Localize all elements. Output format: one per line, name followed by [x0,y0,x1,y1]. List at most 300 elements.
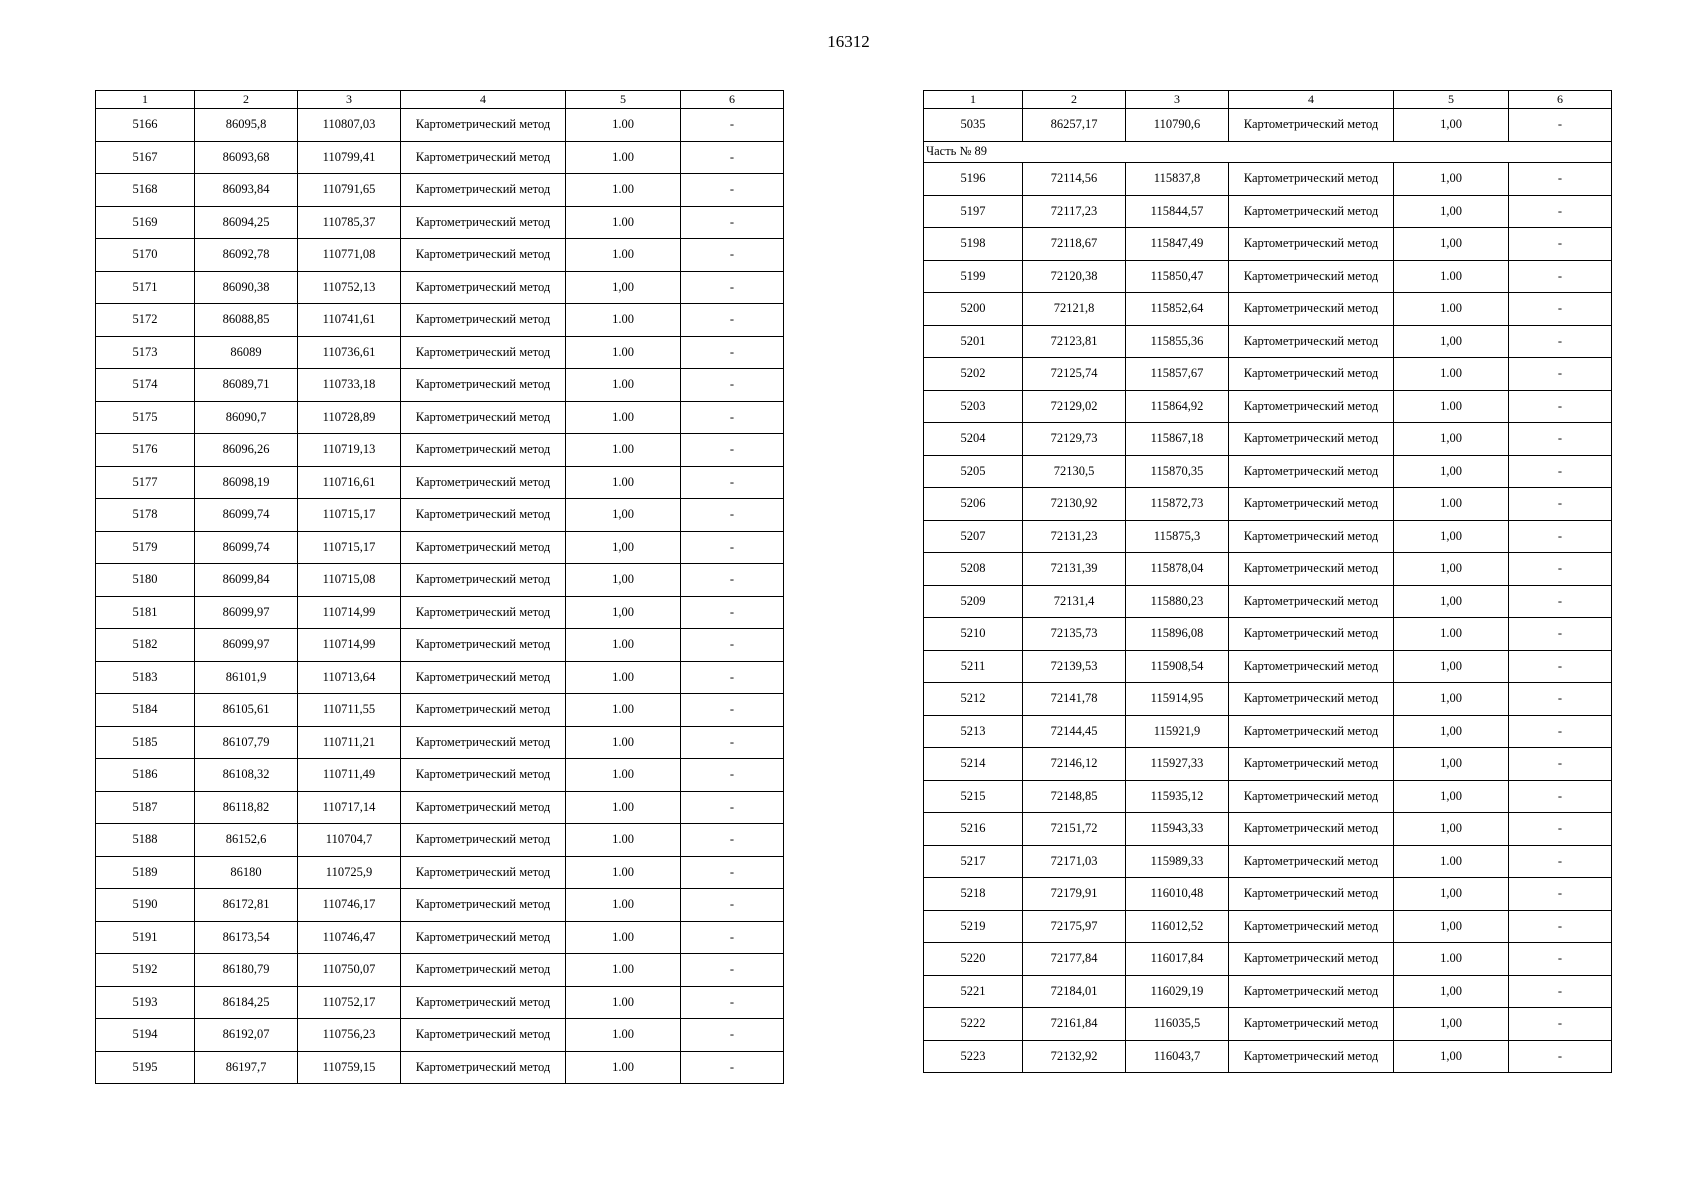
table-cell: 115857,67 [1126,358,1229,391]
table-cell: - [1509,553,1612,586]
table-cell: 115896,08 [1126,618,1229,651]
table-header-row [924,91,1612,109]
table-cell: 86090,38 [195,271,298,304]
part-label: Часть № 89 [924,141,1612,163]
table-cell: 5211 [924,650,1023,683]
table-row [924,390,1612,423]
table-row [924,423,1612,456]
table-cell: 115870,35 [1126,455,1229,488]
table-cell: - [1509,1008,1612,1041]
table-cell: 1,00 [566,596,681,629]
table-cell: Картометрический метод [1229,845,1394,878]
table-cell: 5192 [96,954,195,987]
table-cell: Картометрический метод [401,369,566,402]
table-cell: 5197 [924,195,1023,228]
table-cell: 86197,7 [195,1051,298,1084]
table-cell: 1.00 [1394,618,1509,651]
table-cell: - [681,596,784,629]
table-cell: 5212 [924,683,1023,716]
table-cell: 5198 [924,228,1023,261]
table-cell: Картометрический метод [1229,618,1394,651]
column-header: 6 [681,91,784,109]
table-cell: 5184 [96,694,195,727]
table-cell: 115864,92 [1126,390,1229,423]
table-cell: 5216 [924,813,1023,846]
table-cell: 86094,25 [195,206,298,239]
table-cell: 1.00 [566,401,681,434]
table-cell: 72139,53 [1023,650,1126,683]
table-cell: 1,00 [1394,423,1509,456]
table-cell: - [1509,520,1612,553]
part-heading-row [924,141,1612,163]
table-cell: 86099,74 [195,531,298,564]
table-row [924,975,1612,1008]
table-cell: 5189 [96,856,195,889]
table-cell: Картометрический метод [1229,878,1394,911]
table-cell: 72131,39 [1023,553,1126,586]
table-cell: 86184,25 [195,986,298,1019]
table-cell: Картометрический метод [1229,358,1394,391]
table-cell: 5202 [924,358,1023,391]
column-header: 3 [298,91,401,109]
table-cell: 1.00 [1394,358,1509,391]
table-cell: 1,00 [566,271,681,304]
table-cell: 5190 [96,889,195,922]
table-cell: 1.00 [566,239,681,272]
table-cell: 1.00 [566,791,681,824]
table-cell: 115855,36 [1126,325,1229,358]
table-cell: 72129,02 [1023,390,1126,423]
table-cell: 5180 [96,564,195,597]
table-cell: 5193 [96,986,195,1019]
table-cell: 86095,8 [195,109,298,142]
table-cell: Картометрический метод [401,1019,566,1052]
table-cell: Картометрический метод [1229,260,1394,293]
table-cell: 115844,57 [1126,195,1229,228]
table-cell: 5181 [96,596,195,629]
table-row [96,1051,784,1084]
table-cell: 5204 [924,423,1023,456]
table-cell: 1,00 [566,531,681,564]
table-cell: 5208 [924,553,1023,586]
table-cell: 72129,73 [1023,423,1126,456]
table-cell: 1.00 [566,921,681,954]
table-cell: - [681,271,784,304]
table-cell: 86107,79 [195,726,298,759]
table-cell: 5195 [96,1051,195,1084]
table-cell: 72146,12 [1023,748,1126,781]
table-cell: - [1509,455,1612,488]
table-cell: 1,00 [566,499,681,532]
table-cell: - [1509,423,1612,456]
table-row [924,878,1612,911]
table-cell: Картометрический метод [401,271,566,304]
table-cell: 110791,65 [298,174,401,207]
table-cell: 110746,47 [298,921,401,954]
table-cell: - [1509,748,1612,781]
table-cell: - [681,791,784,824]
table-cell: 1.00 [566,954,681,987]
table-cell: 115852,64 [1126,293,1229,326]
table-cell: 1.00 [1394,390,1509,423]
table-cell: 110756,23 [298,1019,401,1052]
table-cell: 5206 [924,488,1023,521]
table-cell: 116035,5 [1126,1008,1229,1041]
table-cell: Картометрический метод [401,824,566,857]
table-cell: 5201 [924,325,1023,358]
table-cell: 72118,67 [1023,228,1126,261]
table-cell: - [681,434,784,467]
table-cell: 110704,7 [298,824,401,857]
table-row [96,109,784,142]
table-cell: 5185 [96,726,195,759]
table-cell: - [1509,618,1612,651]
table-cell: 5176 [96,434,195,467]
table-cell: - [681,889,784,922]
table-cell: - [1509,260,1612,293]
table-cell: - [1509,163,1612,196]
table-cell: 110714,99 [298,629,401,662]
table-cell: 110799,41 [298,141,401,174]
table-cell: 1.00 [566,434,681,467]
table-cell: 1.00 [566,304,681,337]
table-cell: 72175,97 [1023,910,1126,943]
table-row [924,293,1612,326]
table-cell: 1.00 [566,629,681,662]
table-cell: 72141,78 [1023,683,1126,716]
table-cell: Картометрический метод [1229,715,1394,748]
table-cell: - [1509,585,1612,618]
table-cell: 86099,97 [195,596,298,629]
table-cell: - [681,661,784,694]
table-cell: 115914,95 [1126,683,1229,716]
table-cell: 1.00 [1394,845,1509,878]
table-row [96,759,784,792]
table-row [96,206,784,239]
table-cell: 110714,99 [298,596,401,629]
table-cell: - [1509,975,1612,1008]
table-cell: - [681,401,784,434]
table-cell: - [1509,845,1612,878]
table-row [924,488,1612,521]
table-cell: 72130,92 [1023,488,1126,521]
table-cell: Картометрический метод [401,661,566,694]
table-row [96,141,784,174]
table-cell: Картометрический метод [401,986,566,1019]
table-cell: Картометрический метод [1229,423,1394,456]
table-cell: 115935,12 [1126,780,1229,813]
table-cell: 72120,38 [1023,260,1126,293]
table-cell: 1.00 [566,986,681,1019]
table-cell: 86090,7 [195,401,298,434]
table-row [96,304,784,337]
table-cell: 1,00 [1394,585,1509,618]
table-cell: 5215 [924,780,1023,813]
table-cell: - [681,726,784,759]
table-cell: 115875,3 [1126,520,1229,553]
table-cell: - [1509,325,1612,358]
table-row [924,683,1612,716]
table-cell: Картометрический метод [401,434,566,467]
table-cell: Картометрический метод [1229,813,1394,846]
table-cell: 72123,81 [1023,325,1126,358]
table-row [96,564,784,597]
table-cell: - [681,369,784,402]
table-cell: 72151,72 [1023,813,1126,846]
table-cell: 72131,23 [1023,520,1126,553]
table-cell: 5172 [96,304,195,337]
table-cell: 86172,81 [195,889,298,922]
table-cell: 1,00 [1394,228,1509,261]
table-cell: 5167 [96,141,195,174]
table-cell: Картометрический метод [1229,943,1394,976]
table-header-row [96,91,784,109]
table-cell: 5166 [96,109,195,142]
table-row [96,531,784,564]
table-row [96,661,784,694]
table-cell: 1.00 [1394,943,1509,976]
column-header: 1 [96,91,195,109]
table-row [96,369,784,402]
table-cell: 5170 [96,239,195,272]
table-cell: Картометрический метод [1229,228,1394,261]
table-cell: 72177,84 [1023,943,1126,976]
table-cell: 1,00 [1394,163,1509,196]
table-cell: 116012,52 [1126,910,1229,943]
table-cell: - [1509,878,1612,911]
table-cell: Картометрический метод [1229,780,1394,813]
table-cell: 110785,37 [298,206,401,239]
coordinates-table-left [95,90,784,1084]
table-row [924,1040,1612,1073]
table-cell: 115837,8 [1126,163,1229,196]
table-cell: Картометрический метод [1229,109,1394,142]
table-cell: - [681,564,784,597]
table-cell: - [1509,943,1612,976]
table-cell: 5209 [924,585,1023,618]
table-cell: 115943,33 [1126,813,1229,846]
table-cell: Картометрический метод [401,921,566,954]
table-cell: - [1509,293,1612,326]
table-row [924,358,1612,391]
table-cell: 1.00 [566,141,681,174]
table-cell: - [1509,109,1612,142]
table-cell: 1.00 [1394,293,1509,326]
table-row [924,748,1612,781]
table-cell: 5222 [924,1008,1023,1041]
table-cell: 1,00 [1394,910,1509,943]
table-cell: 1.00 [566,661,681,694]
table-cell: 1.00 [566,726,681,759]
table-row [96,271,784,304]
table-cell: 1,00 [1394,1040,1509,1073]
table-cell: 72171,03 [1023,845,1126,878]
table-cell: 1,00 [566,564,681,597]
table-cell: 5168 [96,174,195,207]
table-cell: 5174 [96,369,195,402]
table-cell: 1.00 [566,889,681,922]
table-cell: 115867,18 [1126,423,1229,456]
table-cell: 86180,79 [195,954,298,987]
table-row [924,618,1612,651]
table-row [924,650,1612,683]
table-cell: 110759,15 [298,1051,401,1084]
table-cell: 110752,17 [298,986,401,1019]
table-cell: 86089,71 [195,369,298,402]
table-cell: Картометрический метод [1229,163,1394,196]
table-cell: Картометрический метод [1229,748,1394,781]
table-row [96,824,784,857]
table-cell: 110715,17 [298,499,401,532]
table-cell: - [1509,813,1612,846]
table-row [96,336,784,369]
table-cell: - [1509,228,1612,261]
table-cell: - [681,304,784,337]
table-cell: Картометрический метод [401,466,566,499]
table-cell: Картометрический метод [401,304,566,337]
table-cell: 5175 [96,401,195,434]
table-cell: Картометрический метод [401,1051,566,1084]
table-cell: 1,00 [1394,878,1509,911]
table-cell: Картометрический метод [1229,455,1394,488]
table-cell: Картометрический метод [1229,553,1394,586]
column-header: 5 [566,91,681,109]
table-cell: - [681,174,784,207]
table-cell: 116029,19 [1126,975,1229,1008]
table-cell: 110771,08 [298,239,401,272]
table-cell: 1,00 [1394,650,1509,683]
table-cell: Картометрический метод [1229,585,1394,618]
table-cell: - [681,239,784,272]
table-cell: - [1509,910,1612,943]
table-cell: - [1509,195,1612,228]
table-cell: 110711,49 [298,759,401,792]
table-row [96,401,784,434]
table-row [924,780,1612,813]
table-row [924,1008,1612,1041]
table-cell: 72131,4 [1023,585,1126,618]
table-cell: 1,00 [1394,553,1509,586]
table-cell: Картометрический метод [401,401,566,434]
table-cell: Картометрический метод [401,174,566,207]
table-cell: 1,00 [1394,975,1509,1008]
table-row [924,845,1612,878]
table-cell: 5196 [924,163,1023,196]
table-row [924,585,1612,618]
table-cell: Картометрический метод [1229,520,1394,553]
table-row [96,694,784,727]
table-cell: 5179 [96,531,195,564]
table-row [96,629,784,662]
table-cell: - [1509,650,1612,683]
table-cell: - [681,629,784,662]
table-cell: 72117,23 [1023,195,1126,228]
table-cell: - [1509,1040,1612,1073]
table-row [924,325,1612,358]
table-cell: 115989,33 [1126,845,1229,878]
table-cell: 5214 [924,748,1023,781]
table-cell: Картометрический метод [401,629,566,662]
table-cell: 72135,73 [1023,618,1126,651]
table-cell: Картометрический метод [1229,293,1394,326]
table-cell: 1,00 [1394,520,1509,553]
table-cell: 5218 [924,878,1023,911]
table-cell: 5217 [924,845,1023,878]
table-cell: Картометрический метод [401,889,566,922]
table-cell: 110713,64 [298,661,401,694]
table-cell: 5169 [96,206,195,239]
table-cell: - [681,206,784,239]
table-cell: 5194 [96,1019,195,1052]
table-cell: 5177 [96,466,195,499]
table-row [96,986,784,1019]
table-cell: - [681,856,784,889]
table-cell: 1,00 [1394,1008,1509,1041]
table-cell: 5187 [96,791,195,824]
table-cell: 110746,17 [298,889,401,922]
column-header: 2 [195,91,298,109]
table-cell: 110750,07 [298,954,401,987]
table-cell: 5207 [924,520,1023,553]
table-cell: 5203 [924,390,1023,423]
table-cell: 1.00 [566,206,681,239]
column-header: 1 [924,91,1023,109]
table-cell: 5178 [96,499,195,532]
table-cell: 5200 [924,293,1023,326]
table-cell: 1.00 [566,1019,681,1052]
table-cell: 1.00 [566,759,681,792]
table-cell: Картометрический метод [401,694,566,727]
table-row [924,109,1612,142]
table-cell: Картометрический метод [401,759,566,792]
table-cell: 1,00 [1394,715,1509,748]
table-cell: 1.00 [1394,260,1509,293]
table-row [924,195,1612,228]
table-cell: 1,00 [1394,109,1509,142]
table-cell: 72184,01 [1023,975,1126,1008]
table-cell: Картометрический метод [1229,195,1394,228]
table-cell: - [681,954,784,987]
table-cell: 72130,5 [1023,455,1126,488]
table-row [924,228,1612,261]
table-cell: - [1509,358,1612,391]
table-row [96,239,784,272]
table-cell: 1.00 [566,369,681,402]
table-cell: Картометрический метод [401,791,566,824]
table-cell: Картометрический метод [401,499,566,532]
table-row [924,813,1612,846]
table-row [96,856,784,889]
table-cell: 5182 [96,629,195,662]
table-cell: 110711,21 [298,726,401,759]
table-cell: 110715,17 [298,531,401,564]
table-row [924,910,1612,943]
table-cell: 115908,54 [1126,650,1229,683]
table-cell: 5183 [96,661,195,694]
table-cell: - [1509,683,1612,716]
table-row [96,174,784,207]
table-cell: 5221 [924,975,1023,1008]
table-cell: - [681,531,784,564]
table-cell: 5171 [96,271,195,304]
table-cell: - [681,759,784,792]
table-cell: 110717,14 [298,791,401,824]
table-row [924,553,1612,586]
table-cell: 116010,48 [1126,878,1229,911]
column-header: 6 [1509,91,1612,109]
table-row [96,791,784,824]
table-cell: 1.00 [566,109,681,142]
